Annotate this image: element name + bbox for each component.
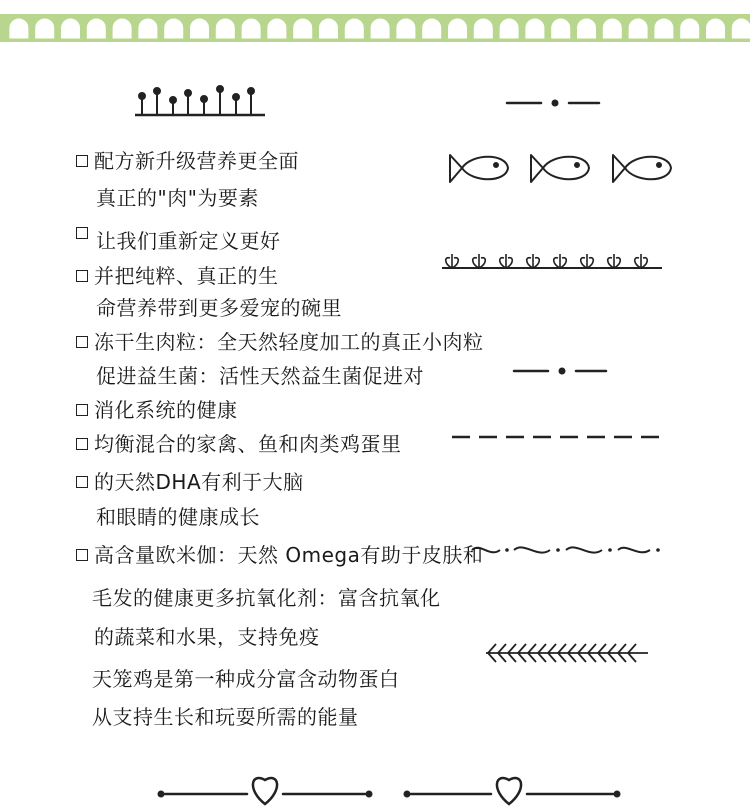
checkbox-icon	[76, 476, 88, 488]
dash-dot-icon	[503, 93, 603, 113]
dash-dot-icon	[510, 361, 610, 381]
text-line: 的蔬菜和水果，支持免疫	[94, 625, 320, 649]
text-line: 从支持生长和玩耍所需的能量	[92, 705, 359, 729]
text-line: 配方新升级营养更全面	[76, 149, 299, 173]
arrow-chevrons-icon	[482, 640, 652, 666]
wave-line-icon	[470, 538, 665, 562]
checkbox-icon	[76, 549, 88, 561]
text-line: 毛发的健康更多抗氧化剂：富含抗氧化	[92, 586, 441, 610]
text-line: 冻干生肉粒：全天然轻度加工的真正小肉粒	[76, 330, 484, 354]
text-line: 真正的"肉"为要素	[96, 186, 259, 210]
text-line: 的天然DHA有利于大脑	[76, 470, 304, 494]
text-line: 并把纯粹、真正的生	[76, 264, 279, 288]
scallop-border-icon	[0, 0, 750, 48]
text-line: 天笼鸡是第一种成分富含动物蛋白	[92, 667, 400, 691]
text-line: 均衡混合的家禽、鱼和肉类鸡蛋里	[76, 432, 402, 456]
checkbox-icon	[76, 155, 88, 167]
checkbox-icon	[76, 404, 88, 416]
text-line: 命营养带到更多爱宠的碗里	[96, 296, 342, 320]
checkbox-icon	[76, 336, 88, 348]
text-line: 和眼睛的健康成长	[96, 505, 260, 529]
fish-icon	[445, 148, 675, 188]
grass-icon	[440, 248, 665, 274]
text-line: 促进益生菌：活性天然益生菌促进对	[96, 364, 424, 388]
text-line: 消化系统的健康	[76, 398, 238, 422]
text-line: 高含量欧米伽：天然 Omega有助于皮肤和	[76, 543, 483, 567]
dashed-line-icon	[450, 430, 670, 444]
text-line: 让我们重新定义更好	[96, 229, 281, 253]
checkbox-icon	[76, 438, 88, 450]
checkbox-icon	[76, 270, 88, 282]
heart-icon	[155, 768, 625, 808]
flower-stems-icon	[130, 82, 270, 122]
